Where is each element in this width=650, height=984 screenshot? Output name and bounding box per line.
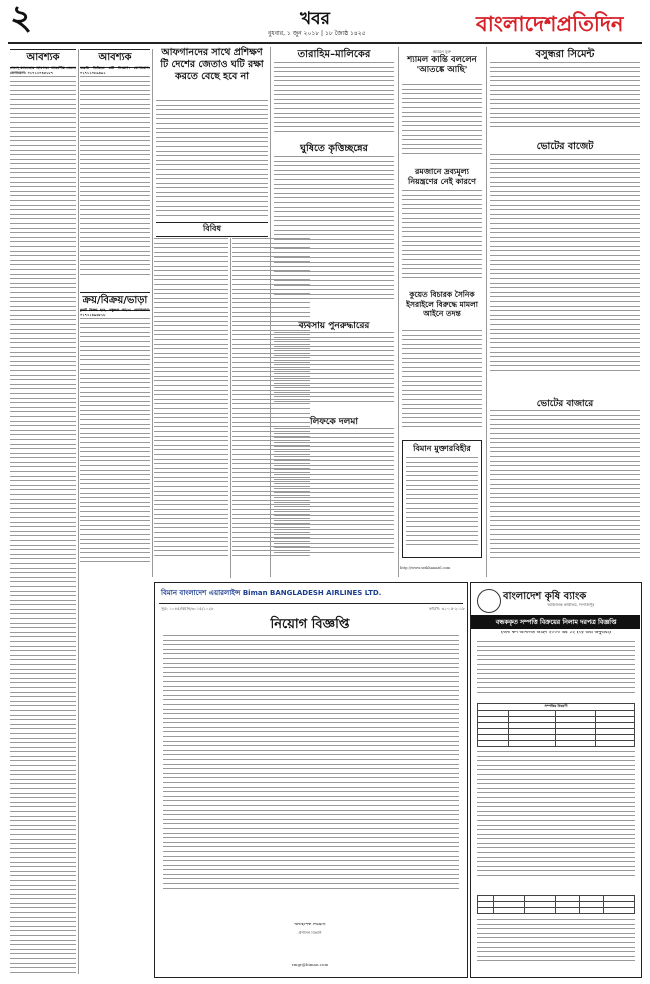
headline-a12: ভোটের বাজারে [536, 399, 594, 409]
krishi-body-bottom [477, 919, 635, 971]
classified-sample-2: জরুরি ভিত্তিতে কর্মী নিয়োগ। যোগাযোগ: ০১৭১১০৮৯৪৯১ [80, 66, 150, 75]
body-a5 [274, 428, 394, 568]
biman-body [163, 635, 459, 915]
krishi-bank-logo [477, 589, 501, 613]
classified-head-1: আবশ্যক [10, 49, 76, 68]
masthead [0, 0, 650, 40]
krishi-table-title: সম্পত্তির বিবরণী [478, 704, 635, 711]
brand-logo: বাংলাদেশপ্রতিদিন [476, 12, 624, 36]
biman-date: তারিখ: ৩১-০৫-২০১৮ [428, 607, 465, 611]
body-a10 [402, 330, 482, 440]
headline-a9: রমজানে দ্রব্যমূল্য নিয়ন্ত্রণের নেই কারণে [408, 166, 476, 186]
krishi-branch: আঞ্চলিক কার্যালয়, দিনাজপুর [547, 603, 595, 607]
website-link[interactable]: http://www.seikhanazil.com [400, 566, 451, 570]
krishi-subtitle: (অর্থ ঋণ আদালত আইন ২০০৩ এর ১২ (৩) ধারা অনুযায়ী) [500, 631, 612, 635]
headline-a11: বিমান মুক্তারবিহীর [413, 443, 471, 453]
biman-title: নিয়োগ বিজ্ঞপ্তি [270, 617, 350, 632]
biman-logo: বিমান বাংলাদেশ এয়ারলাইন্স Biman BANGLADESH AIRLINES LTD. [161, 589, 382, 597]
body-a2 [274, 62, 394, 142]
krishi-table-2 [477, 895, 635, 914]
classified-head-2: আবশ্যক [80, 49, 150, 68]
headline-a4: ব্যবসায় পুনরুদ্ধারের [298, 321, 370, 331]
kicker-a6: জমিনে যুক্ত [432, 50, 452, 54]
biman-ad [154, 582, 468, 978]
krishi-title: বন্ধককৃত সম্পত্তি বিক্রয়ের নিলাম দরপত্র বিজ্ঞপ্তি [495, 619, 617, 626]
krishi-body-mid [477, 751, 635, 891]
section-name: খবর [300, 9, 330, 29]
krishi-bank-name: বাংলাদেশ কৃষি ব্যাংক [503, 591, 587, 602]
classified-head-2b: বিবিধ [156, 222, 268, 237]
body-a12 [490, 410, 640, 578]
date-line: বুধবার, ১ জুন ২০১৮ | ১৮ জ্যৈষ্ঠ ১৪২৫ [268, 30, 366, 37]
biman-email[interactable]: rmgr@biman.com [291, 963, 329, 967]
headline-a3: ঘুষিতে কৃত্তিচ্ছন্নের [300, 143, 368, 154]
body-a7 [490, 62, 640, 142]
headline-a8: ভোটের বাজেট [536, 141, 594, 152]
classified-head-2c: ক্রয়/বিক্রয়/ভাড়া [80, 292, 150, 311]
body-a8 [490, 154, 640, 394]
page-number: ২ [10, 0, 33, 38]
masthead-rule [8, 42, 642, 44]
headline-a2: তারাহিম–মালিকের [297, 49, 371, 60]
biman-signer-org: প্রশাসন বিভাগ [298, 931, 322, 935]
classified-col-2 [80, 66, 150, 286]
krishi-body-top [477, 641, 635, 701]
classified-col-1 [10, 66, 76, 976]
classified-col-4 [154, 238, 228, 578]
headline-a10: কুয়েত বিচারক সৈনিক ইসরাইলে বিরুদ্ধে মামলা আইনে তদন্ত [406, 290, 478, 318]
headline-a5: লিফকে দলমা [310, 417, 358, 427]
body-a9 [402, 190, 482, 290]
biman-ref: সূত্র: ১০৪৫/বিমান/৩০১৫/১০২৮ [161, 607, 214, 611]
krishi-bank-ad [470, 582, 642, 978]
body-a1 [156, 100, 268, 230]
headline-a6: শ্যামল কান্তি বললেন 'আতঙ্কে আছি' [407, 55, 477, 75]
biman-signer: ব্যবস্থাপক নিয়োগ [294, 923, 326, 927]
classified-sample-1: সেলস্ ম্যানেজার আবশ্যক। আকর্ষণীয় বেতন। যোগাযোগ: ০১৭১২০৪৫১৮৭ [10, 66, 76, 75]
headline-a1: আফগানদের সাথে প্রশিক্ষণ টি দেশের জেতাও ঘটি রক্ষা করতে বেছে হবে না [160, 47, 264, 82]
classified-col-3 [80, 308, 150, 578]
body-a6 [402, 84, 482, 164]
body-a3 [274, 156, 394, 316]
body-a4 [274, 332, 394, 412]
headline-a7: বসুন্ধরা সিমেন্ট [535, 49, 595, 60]
boxed-item-a11 [402, 440, 482, 558]
classified-sample-3: ফ্ল্যাট বিক্রয় হবে, বসুন্ধরা আ/এ। যোগাযোগ: ০১৭২১৪৯৬৮১৮ [80, 308, 150, 317]
krishi-table [477, 703, 635, 747]
